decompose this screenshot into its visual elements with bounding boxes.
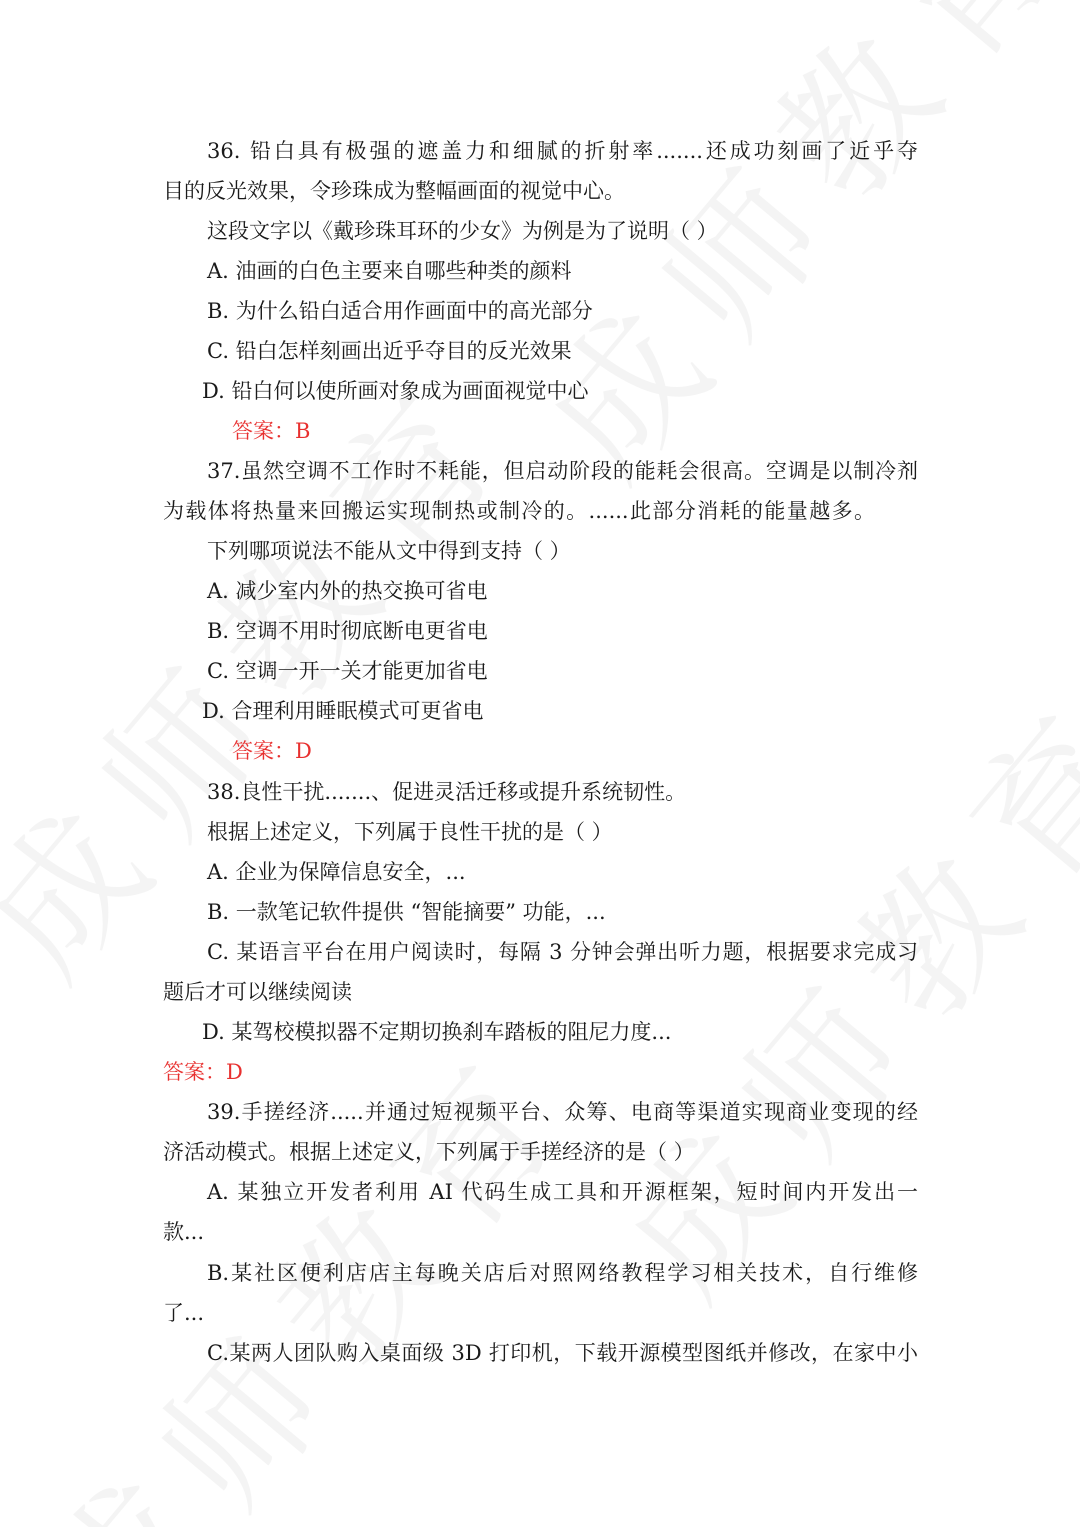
q37-stem-line1: 37.虽然空调不工作时不耗能，但启动阶段的能耗会很高。空调是以制冷剂 [207,459,918,483]
q38-stem-line1: 38.良性干扰.......、促进灵活迁移或提升系统韧性。 [207,780,687,804]
q37-prompt: 下列哪项说法不能从文中得到支持（ ） [207,539,571,563]
q37-option-a: A. 减少室内外的热交换可省电 [207,579,488,603]
q38-answer: 答案：D [163,1060,243,1084]
q38-option-c-line1: C. 某语言平台在用户阅读时，每隔 3 分钟会弹出听力题，根据要求完成习 [207,940,918,964]
q39-stem-line1: 39.手搓经济.....并通过短视频平台、众筹、电商等渠道实现商业变现的经 [207,1100,918,1124]
q36-option-b: B. 为什么铅白适合用作画面中的高光部分 [207,299,593,323]
q36-option-a: A. 油画的白色主要来自哪些种类的颜料 [207,259,572,283]
q38-prompt: 根据上述定义，下列属于良性干扰的是（ ） [207,820,613,844]
q39-stem-line2: 济活动模式。根据上述定义，下列属于手搓经济的是（ ） [163,1140,695,1164]
q36-option-c: C. 铅白怎样刻画出近乎夺目的反光效果 [207,339,572,363]
q37-stem-line2: 为载体将热量来回搬运实现制热或制冷的。......此部分消耗的能量越多。 [163,499,875,523]
q38-option-c-line2: 题后才可以继续阅读 [163,980,352,1004]
q37-option-c: C. 空调一开一关才能更加省电 [207,659,488,683]
q39-option-c-line1: C.某两人团队购入桌面级 3D 打印机，下载开源模型图纸并修改，在家中小 [207,1341,918,1365]
q38-option-d: D. 某驾校模拟器不定期切换刹车踏板的阻尼力度... [202,1020,672,1044]
q38-option-b: B. 一款笔记软件提供 “智能摘要” 功能，... [207,900,606,924]
q36-stem-line2: 目的反光效果，令珍珠成为整幅画面的视觉中心。 [163,179,625,203]
q36-prompt: 这段文字以《戴珍珠耳环的少女》为例是为了说明（ ） [207,219,718,243]
q39-option-a-line1: A. 某独立开发者利用 AI 代码生成工具和开源框架，短时间内开发出一 [207,1180,918,1204]
q39-option-a-line2: 款... [163,1220,205,1244]
q39-option-b-line1: B.某社区便利店店主每晚关店后对照网络教程学习相关技术，自行维修 [207,1261,918,1285]
q36-stem-line1: 36. 铅白具有极强的遮盖力和细腻的折射率.......还成功刻画了近乎夺 [207,139,918,163]
q38-option-a: A. 企业为保障信息安全，... [207,860,466,884]
q37-answer: 答案：D [232,739,312,763]
q39-option-b-line2: 了... [163,1301,205,1325]
q36-option-d: D. 铅白何以使所画对象成为画面视觉中心 [202,379,589,403]
q37-option-b: B. 空调不用时彻底断电更省电 [207,619,488,643]
q37-option-d: D. 合理利用睡眠模式可更省电 [202,699,484,723]
q36-answer: 答案：B [232,419,311,443]
